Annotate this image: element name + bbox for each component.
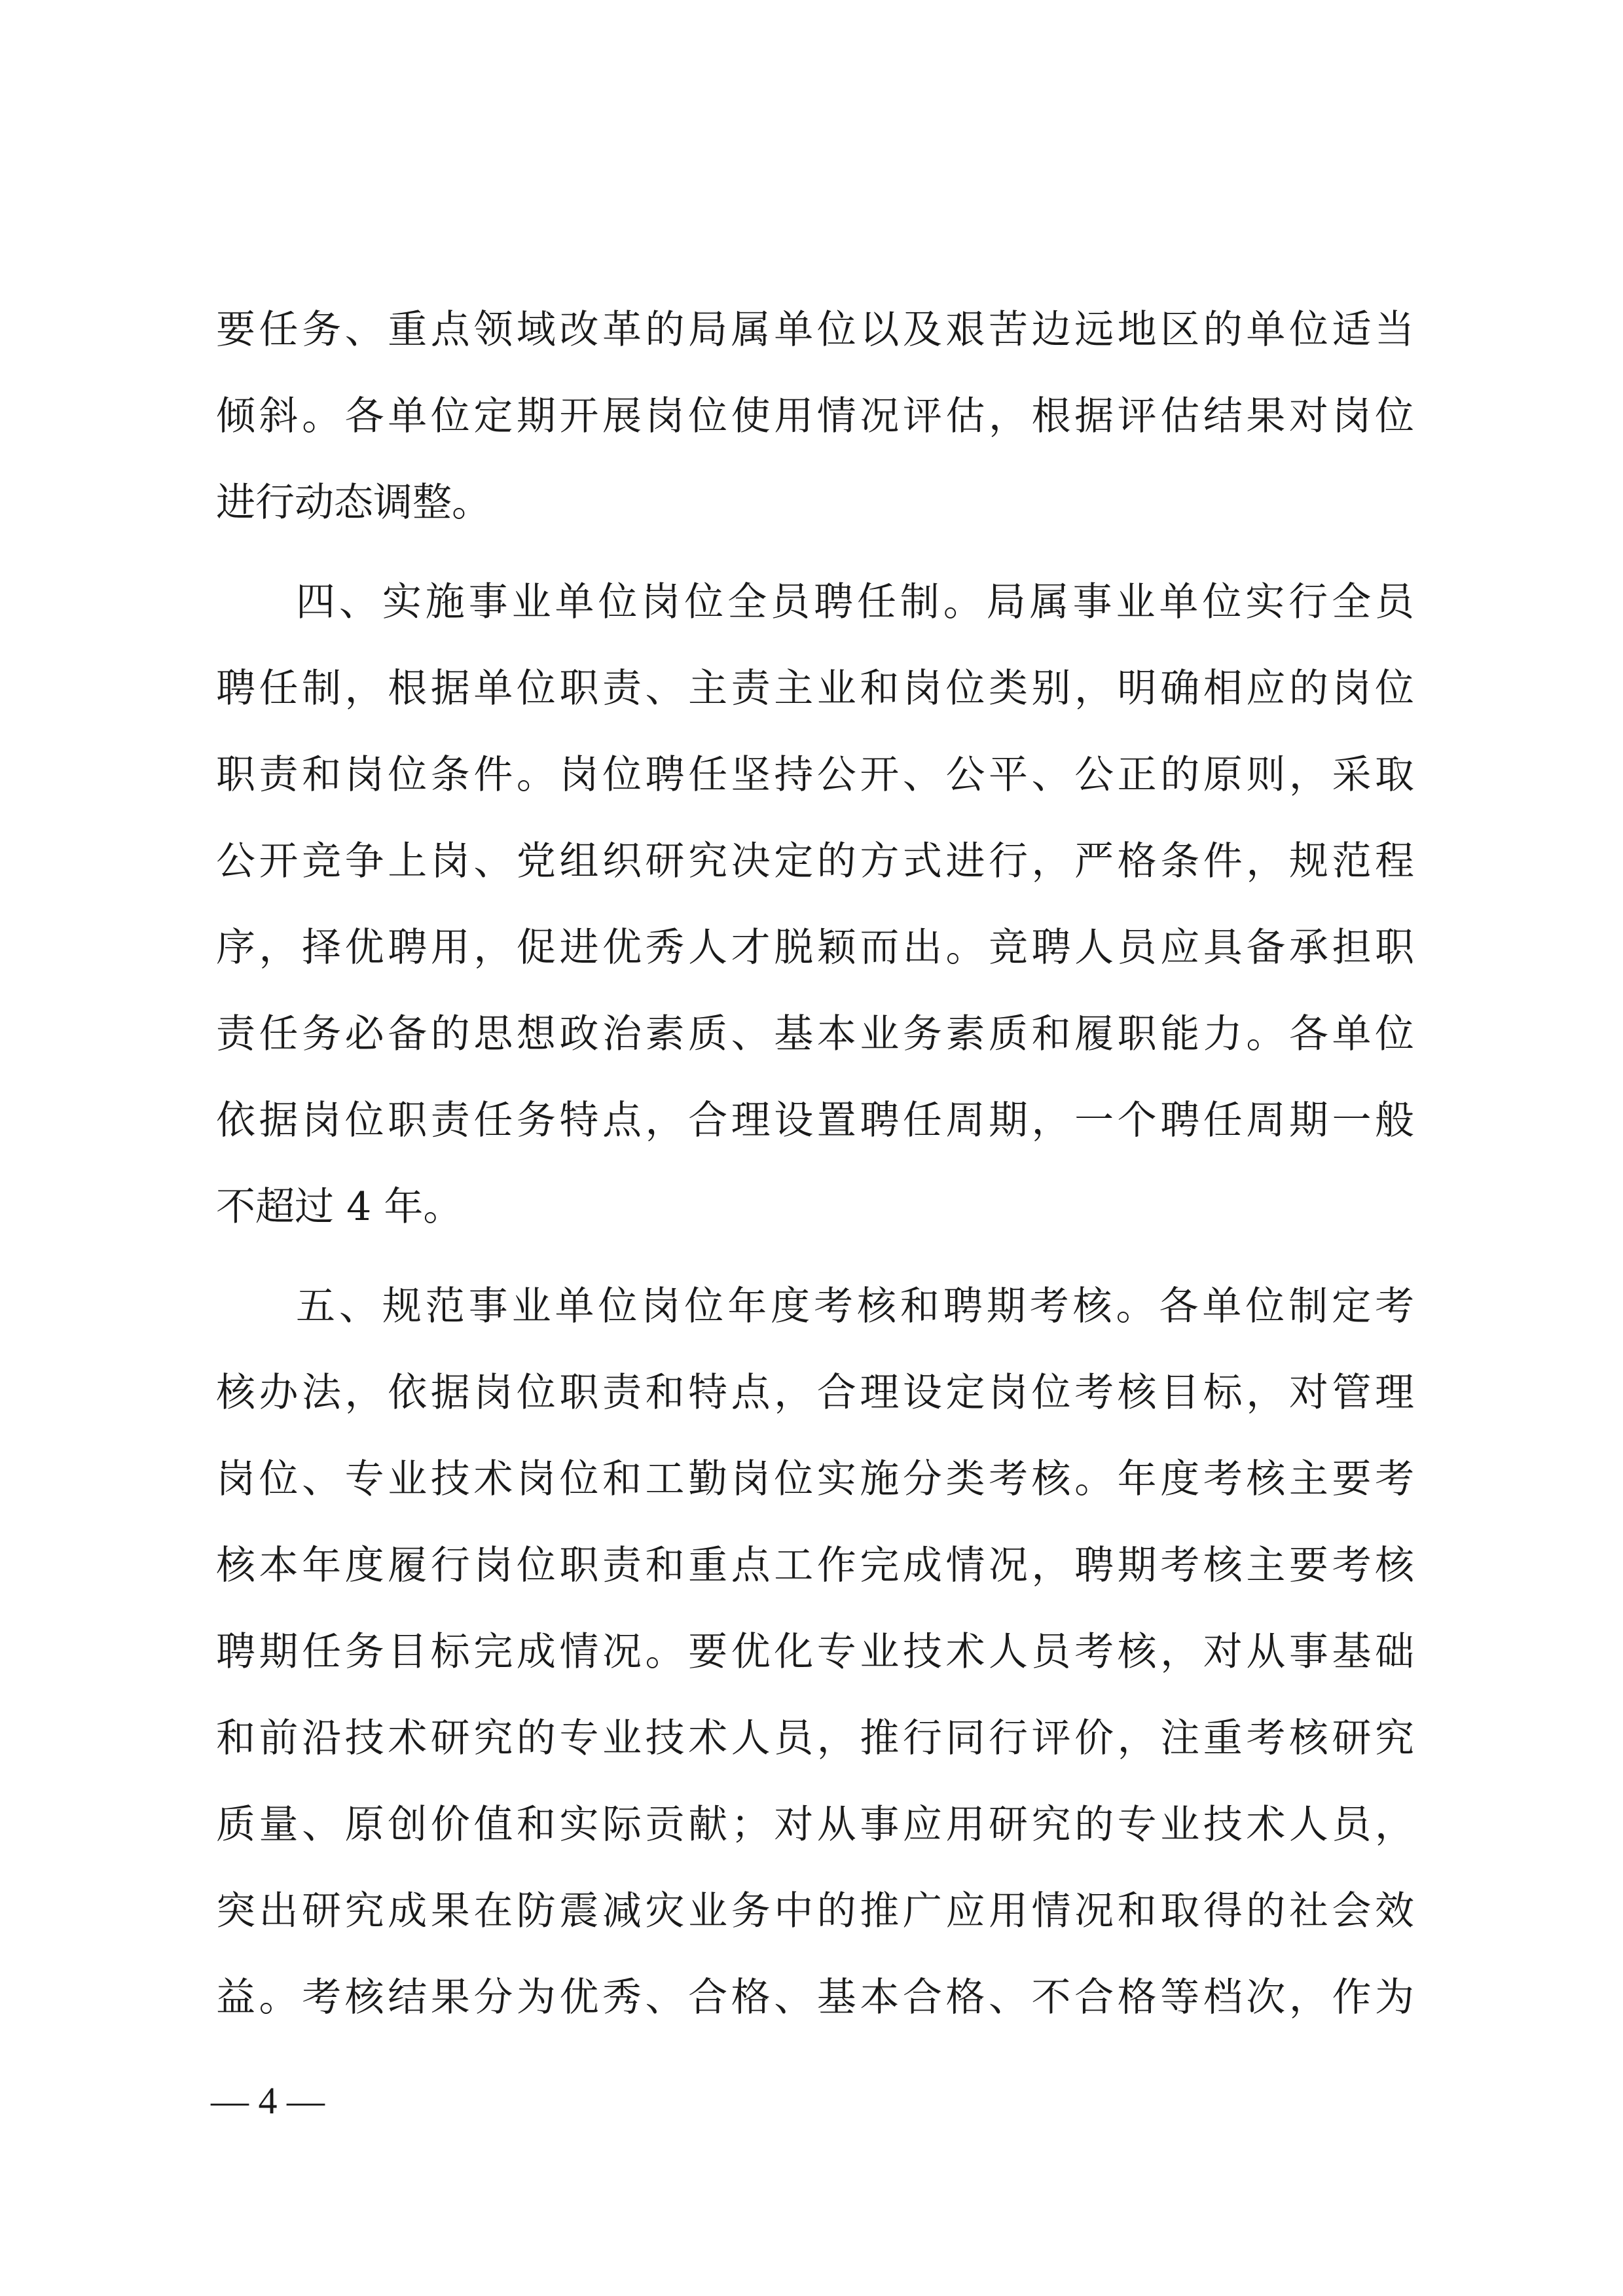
- text-line: 聘期任务目标完成情况。要优化专业技术人员考核，对从事基础: [216, 1629, 1414, 1675]
- text-line: 责任务必备的思想政治素质、基本业务素质和履职能力。各单位: [216, 1011, 1414, 1057]
- text-line: 依据岗位职责任务特点，合理设置聘任周期，一个聘任周期一般: [216, 1098, 1414, 1143]
- text-line: 益。考核结果分为优秀、合格、基本合格、不合格等档次，作为: [216, 1975, 1414, 2020]
- text-line: 职责和岗位条件。岗位聘任坚持公开、公平、公正的原则，采取: [216, 752, 1414, 798]
- text-line: 核办法，依据岗位职责和特点，合理设定岗位考核目标，对管理: [216, 1370, 1414, 1416]
- text-line: 质量、原创价值和实际贡献；对从事应用研究的专业技术人员，: [216, 1802, 1414, 1848]
- text-line: 突出研究成果在防震减灾业务中的推广应用情况和取得的社会效: [216, 1888, 1414, 1934]
- text-line: 聘任制，根据单位职责、主责主业和岗位类别，明确相应的岗位: [216, 666, 1414, 711]
- text-line: 不超过 4 年。: [216, 1184, 463, 1230]
- text-line: 岗位、专业技术岗位和工勤岗位实施分类考核。年度考核主要考: [216, 1456, 1414, 1502]
- text-line: 公开竞争上岗、党组织研究决定的方式进行，严格条件，规范程: [216, 838, 1414, 884]
- text-line: 序，择优聘用，促进优秀人才脱颖而出。竞聘人员应具备承担职: [216, 925, 1414, 971]
- text-line: 要任务、重点领域改革的局属单位以及艰苦边远地区的单位适当: [216, 307, 1414, 353]
- section-four-heading-line: 四、实施事业单位岗位全员聘任制。局属事业单位实行全员: [296, 579, 1414, 625]
- text-line: 核本年度履行岗位职责和重点工作完成情况，聘期考核主要考核: [216, 1543, 1414, 1588]
- text-line: 进行动态调整。: [216, 480, 491, 526]
- page-number: — 4 —: [211, 2079, 325, 2122]
- text-line: 和前沿技术研究的专业技术人员，推行同行评价，注重考核研究: [216, 1715, 1414, 1761]
- text-line: 倾斜。各单位定期开展岗位使用情况评估，根据评估结果对岗位: [216, 393, 1414, 439]
- section-five-heading-line: 五、规范事业单位岗位年度考核和聘期考核。各单位制定考: [296, 1283, 1414, 1329]
- body-text: [216, 287, 1414, 2041]
